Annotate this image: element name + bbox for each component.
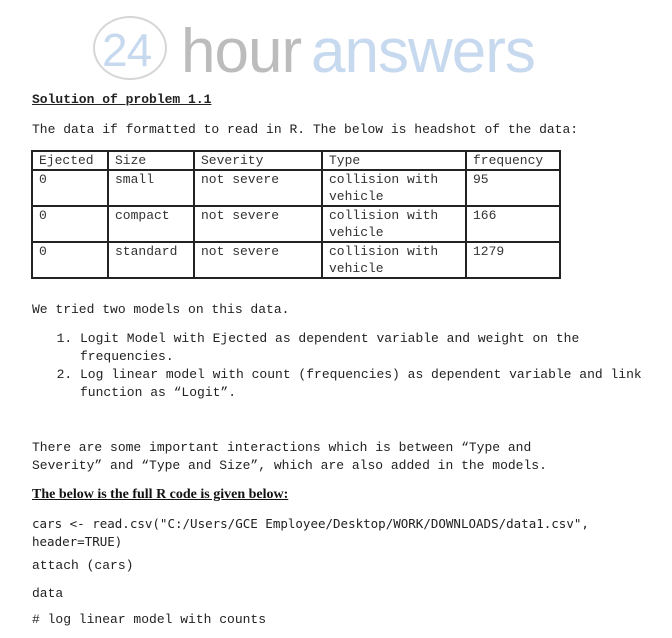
data-table (31, 150, 561, 279)
table-cell: collision with vehicle (322, 170, 466, 206)
table-cell: not severe (194, 242, 322, 278)
section-heading: Solution of problem 1.1 (32, 92, 212, 107)
table-cell: not severe (194, 170, 322, 206)
interactions-text: There are some important interactions which is between “Type and Severity” and “Type and Size”, which are also added in the models. (32, 440, 547, 473)
table-cell: standard (108, 242, 194, 278)
header-cell: frequency (466, 151, 560, 170)
header-cell: Type (322, 151, 466, 170)
logo-text-hour: hour (181, 17, 302, 86)
table-cell: 166 (466, 206, 560, 242)
header-cell: Severity (194, 151, 322, 170)
table-cell: collision with vehicle (322, 206, 466, 242)
table-cell: 0 (32, 170, 108, 206)
logo (93, 14, 563, 86)
header-cell: Ejected (32, 151, 108, 170)
table-header-row (32, 151, 560, 170)
code-line: attach (cars) (32, 558, 134, 573)
code-line: data (32, 586, 64, 601)
table-row (32, 170, 560, 206)
models-list (56, 330, 670, 402)
table-cell: 0 (32, 242, 108, 278)
table-cell: small (108, 170, 194, 206)
list-item: 1. Logit Model with Ejected as dependent variable and weight on the frequencies. (80, 330, 670, 366)
table-cell: 95 (466, 170, 560, 206)
code-heading: The below is the full R code is given below: (32, 487, 289, 502)
logo-text-answers: answers (311, 17, 535, 86)
table-cell: 1279 (466, 242, 560, 278)
table-cell: 0 (32, 206, 108, 242)
intro-text: The data if formatted to read in R. The below is headshot of the data: (32, 122, 579, 137)
table-cell: not severe (194, 206, 322, 242)
header-cell: Size (108, 151, 194, 170)
table-row (32, 206, 560, 242)
code-line: # log linear model with counts (32, 612, 267, 627)
list-item: 2. Log linear model with count (frequencies) as dependent variable and link function as “Logit”. (80, 366, 670, 402)
table-cell: compact (108, 206, 194, 242)
code-line: cars <- read.csv("C:/Users/GCE Employee/Desktop/WORK/DOWNLOADS/data1.csv", header=TRUE) (32, 516, 589, 549)
table-cell: collision with vehicle (322, 242, 466, 278)
table-row (32, 242, 560, 278)
logo-number: 24 (102, 24, 152, 76)
models-intro: We tried two models on this data. (32, 302, 290, 317)
